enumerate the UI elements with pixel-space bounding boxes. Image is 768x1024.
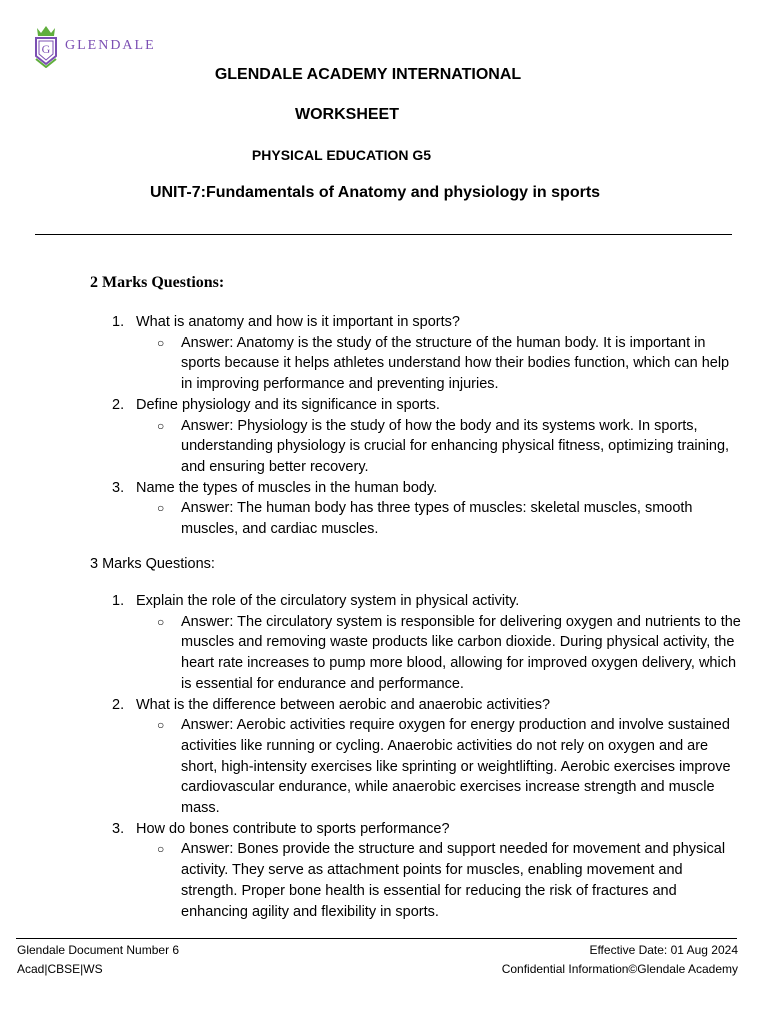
- question-text: Define physiology and its significance in sports.: [136, 396, 440, 413]
- crest-icon: [33, 24, 59, 68]
- question-text: What is the difference between aerobic and anaerobic activities?: [136, 696, 551, 713]
- question-list-2-marks: [112, 312, 742, 540]
- subject-title: PHYSICAL EDUCATION G5: [251, 147, 432, 163]
- header-divider: [35, 234, 732, 235]
- answer: [112, 715, 742, 819]
- bullet-icon: ○: [157, 614, 165, 629]
- bullet-icon: ○: [157, 842, 165, 857]
- question-item: [112, 395, 742, 478]
- answer-text: Answer: Bones provide the structure and support needed for movement and physical activity. They serve as attachment points for muscles, enabling movement and strength. Proper bone health is essential for reducing the risk of fractures and enhancing agility and flexibility in sports.: [181, 841, 726, 920]
- question-list-3-marks: [112, 591, 742, 922]
- document-code: Acad|CBSE|WS: [17, 962, 103, 976]
- question-text: What is anatomy and how is it important in sports?: [136, 314, 460, 330]
- answer-text: Answer: The human body has three types of muscles: skeletal muscles, smooth muscles, and cardiac muscles.: [181, 500, 693, 538]
- bullet-icon: ○: [157, 718, 165, 733]
- question-number: 2.: [112, 396, 125, 413]
- bullet-icon: ○: [157, 335, 165, 350]
- section-heading-3-marks: 3 Marks Questions:: [90, 556, 215, 572]
- effective-date: Effective Date: 01 Aug 2024: [589, 943, 738, 957]
- doc-type: WORKSHEET: [295, 106, 399, 123]
- answer: [112, 333, 742, 395]
- question-number: 1.: [112, 314, 125, 330]
- answer: [112, 498, 742, 539]
- answer: [112, 612, 742, 695]
- confidential-notice: Confidential Information©Glendale Academy: [501, 962, 738, 976]
- question-item: [112, 591, 742, 695]
- crest-letter: G: [41, 42, 51, 56]
- question-text: Name the types of muscles in the human body.: [136, 479, 438, 496]
- footer-right: [502, 941, 738, 979]
- footer-divider: [16, 938, 737, 939]
- answer-text: Answer: Physiology is the study of how the body and its systems work. In sports, understanding physiology is crucial for enhancing physical fitness, optimizing training, and ensuring better recovery.: [181, 417, 730, 475]
- question-item: [112, 819, 742, 923]
- unit-title: UNIT-7:Fundamentals of Anatomy and physiology in sports: [149, 184, 601, 201]
- question-item: [112, 695, 742, 819]
- footer-left: [17, 941, 179, 979]
- bullet-icon: ○: [157, 418, 165, 433]
- answer-text: Answer: The circulatory system is responsible for delivering oxygen and nutrients to the muscles and removing waste products like carbon dioxide. During physical activity, the heart rate increases to pump more blood, allowing for improved oxygen delivery, which is essential for endurance and performance.: [181, 613, 741, 692]
- answer: [112, 839, 742, 922]
- question-text: How do bones contribute to sports performance?: [136, 820, 450, 837]
- school-title: GLENDALE ACADEMY INTERNATIONAL: [214, 66, 522, 83]
- answer-text: Answer: Anatomy is the study of the structure of the human body. It is important in sports because it helps athletes understand how their bodies function, which can help in improving performance and preventing injuries.: [181, 334, 730, 393]
- question-text: Explain the role of the circulatory system in physical activity.: [136, 593, 520, 609]
- question-item: [112, 312, 742, 395]
- question-number: 2.: [112, 696, 125, 713]
- answer-text: Answer: Aerobic activities require oxygen for energy production and involve sustained activities like running or cycling. Anaerobic activities do not rely on oxygen and are short, high-intensity exercises like sprinting or weightlifting. Aerobic exercises improve cardiovascular endurance, while anaerobic exercises increase strength and muscle mass.: [181, 717, 731, 817]
- question-number: 3.: [112, 820, 125, 837]
- logo-text: GLENDALE: [65, 38, 156, 53]
- question-number: 3.: [112, 479, 125, 496]
- question-number: 1.: [112, 593, 125, 609]
- bullet-icon: ○: [157, 501, 165, 516]
- section-heading-2-marks: 2 Marks Questions:: [90, 274, 225, 291]
- question-item: [112, 478, 742, 540]
- answer: [112, 416, 742, 478]
- school-logo: [33, 24, 156, 68]
- document-number: Glendale Document Number 6: [17, 943, 180, 957]
